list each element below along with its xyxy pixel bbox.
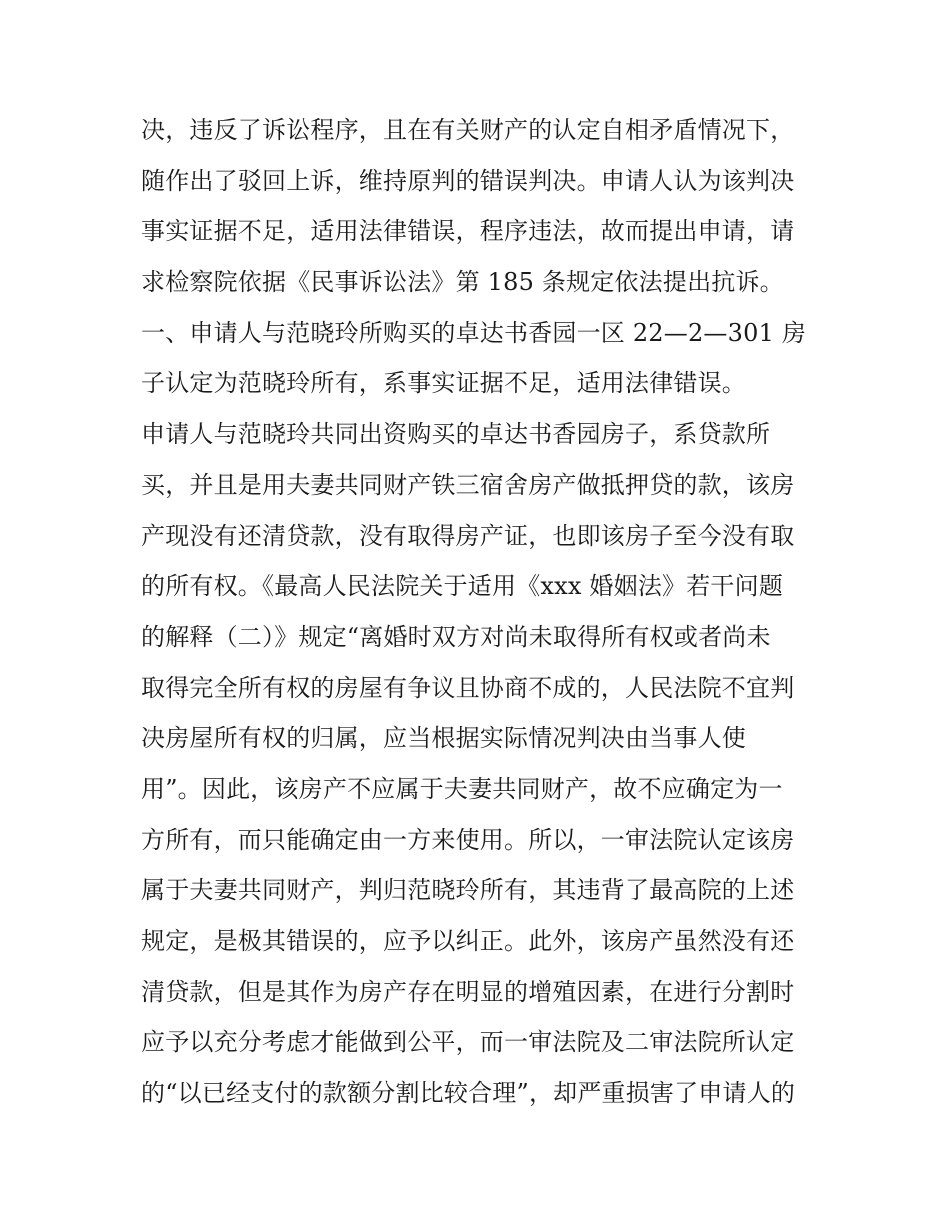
text-line: 用”。因此，该房产不应属于夫妻共同财产，故不应确定为一 [141,774,783,803]
text-line: 事实证据不足，适用法律错误，程序违法，故而提出申请，请 [141,217,795,246]
text-line: 属于夫妻共同财产，判归范晓玲所有，其违背了最高院的上述 [141,876,795,905]
text-line: 方所有，而只能确定由一方来使用。所以，一审法院认定该房 [141,825,795,854]
text-line: 求检察院依据《民事诉讼法》第 185 条规定依法提出抗诉。 [141,268,784,297]
section-heading: 子认定为范晓玲所有，系事实证据不足，适用法律错误。 [141,369,746,398]
text-line: 清贷款，但是其作为房产存在明显的增殖因素，在进行分割时 [141,977,795,1006]
text-line: 随作出了驳回上诉，维持原判的错误判决。申请人认为该判决 [141,166,795,195]
text-line: 申请人与范晓玲共同出资购买的卓达书香园房子，系贷款所 [141,420,771,449]
body-text [141,105,821,1119]
section-heading: 一、申请人与范晓玲所购买的卓达书香园一区 22—2—301 房 [141,318,807,347]
text-line: 买，并且是用夫妻共同财产铁三宿舍房产做抵押贷的款，该房 [141,470,795,499]
text-line: 的解释（二）》规定“离婚时双方对尚未取得所有权或者尚未 [141,622,771,651]
text-line: 的“以已经支付的款额分割比较合理”，却严重损害了申请人的 [141,1079,796,1108]
text-line: 规定，是极其错误的，应予以纠正。此外，该房产虽然没有还 [141,927,795,955]
text-line: 取得完全所有权的房屋有争议且协商不成的，人民法院不宜判 [141,673,795,702]
text-line: 决房屋所有权的归属，应当根据实际情况判决由当事人使 [141,724,746,753]
text-line: 产现没有还清贷款，没有取得房产证，也即该房子至今没有取 [141,521,795,550]
text-line: 的所有权。《最高人民法院关于适用《xxx 婚姻法》若干问题 [141,572,784,601]
text-line: 应予以充分考虑才能做到公平，而一审法院及二审法院所认定 [141,1028,795,1057]
text-line: 决，违反了诉讼程序，且在有关财产的认定自相矛盾情况下， [141,116,795,144]
